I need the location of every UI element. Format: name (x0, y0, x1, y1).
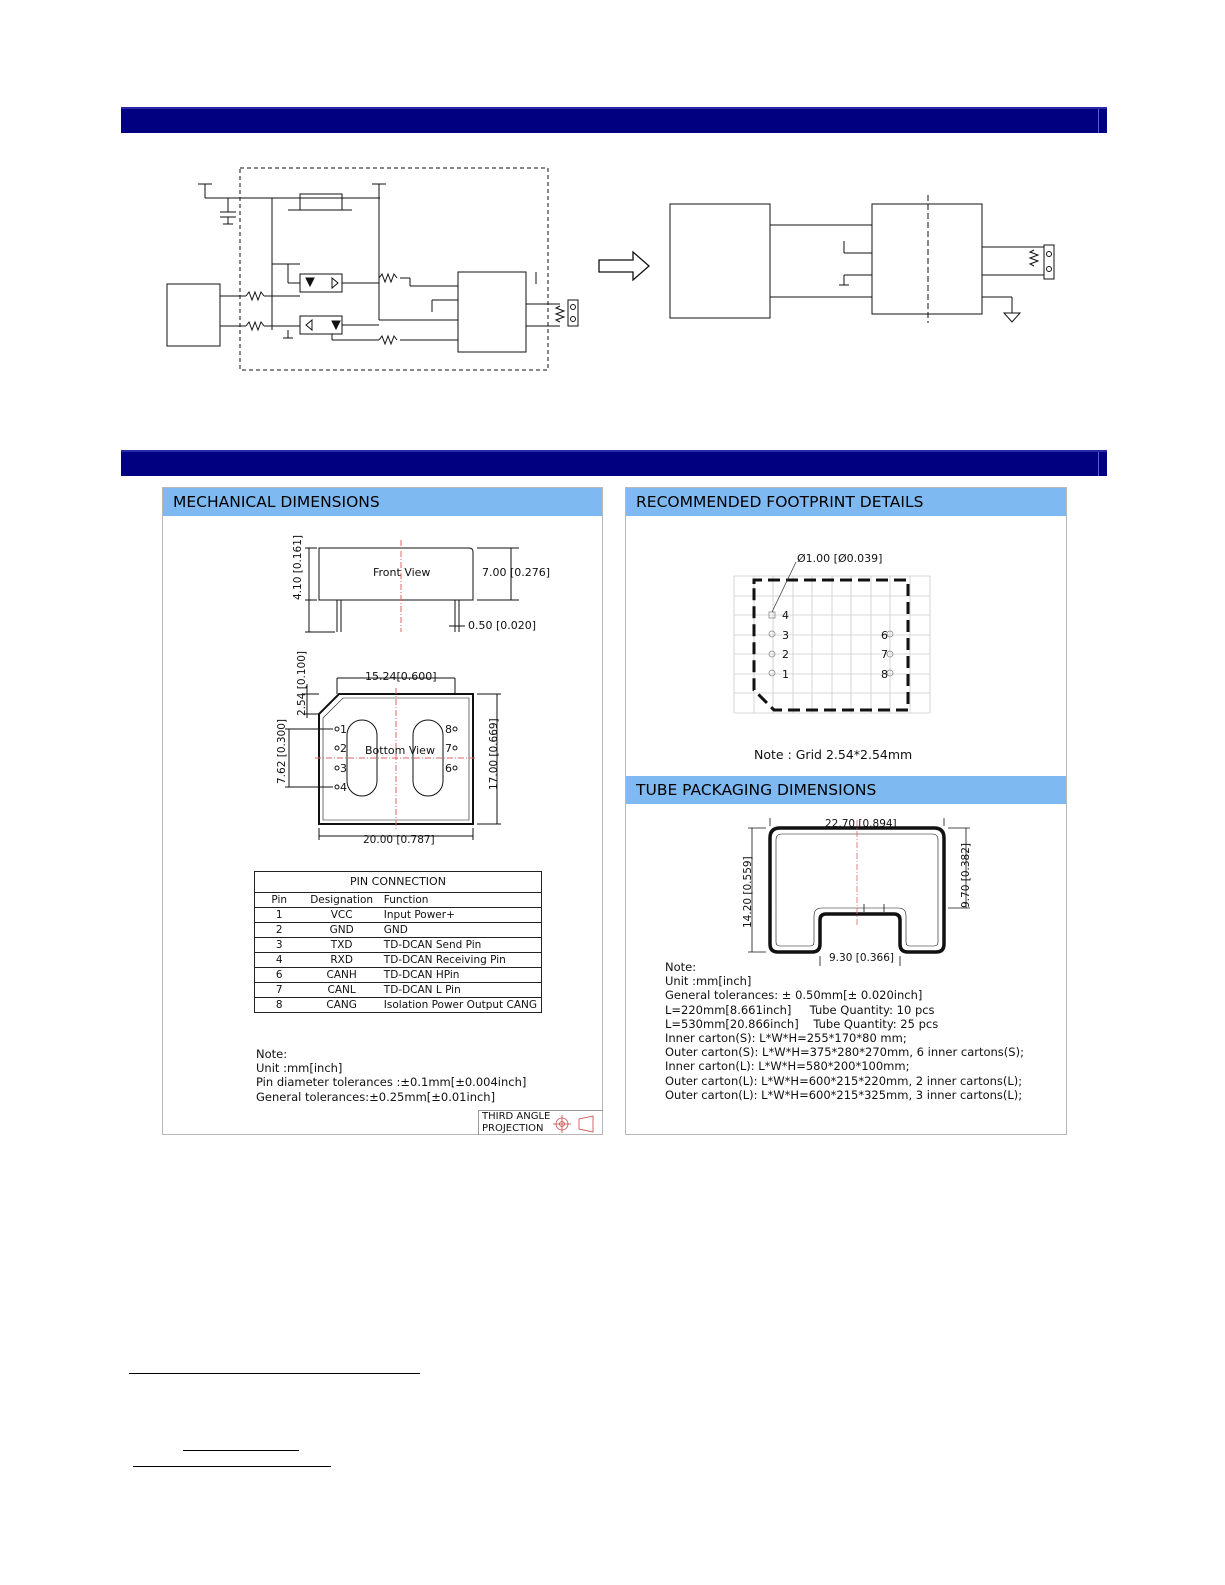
pin-label: 2 (340, 742, 347, 755)
hole-diameter-label: Ø1.00 [Ø0.039] (797, 552, 883, 565)
section-band-dimensions (121, 450, 1107, 476)
table-row (255, 953, 541, 968)
cell-pin: 4 (255, 953, 303, 968)
cell-function: GND (380, 923, 541, 938)
bottom-view-label: Bottom View (365, 744, 435, 757)
pin-label: 7 (881, 648, 888, 661)
dim-height-right: 7.00 [0.276] (482, 566, 551, 579)
note-line: Unit :mm[inch] (256, 1061, 343, 1076)
application-circuit-diagram (160, 160, 590, 380)
note-line: General tolerances:±0.25mm[±0.01inch] (256, 1089, 496, 1104)
note-line: Unit :mm[inch] (665, 974, 752, 989)
pin-label: 3 (340, 762, 347, 775)
tube-profile-drawing (738, 816, 968, 966)
projection-line: THIRD ANGLE (482, 1111, 551, 1122)
note-line: Outer carton(S): L*W*H=375*280*270mm, 6 inner cartons(S); (665, 1045, 1024, 1060)
footer-rule (183, 1450, 299, 1451)
pin-label: 4 (782, 609, 789, 622)
cell-function: TD-DCAN Receiving Pin (380, 953, 541, 968)
table-header-row (255, 893, 541, 908)
pin-label: 7 (445, 742, 452, 755)
cell-pin: 6 (255, 968, 303, 983)
table-row (255, 908, 541, 923)
footprint-title: RECOMMENDED FOOTPRINT DETAILS (626, 488, 1066, 516)
footprint-panel (625, 487, 1067, 1135)
cell-designation: RXD (303, 953, 379, 968)
pin-label: 1 (340, 723, 347, 736)
tube-notes (665, 960, 1024, 1102)
pin-connection-table (254, 871, 542, 1013)
dim-pitch-top: 2.54 [0.100] (296, 651, 308, 716)
third-angle-projection-box (478, 1110, 603, 1135)
note-line: L=530mm[20.866inch] Tube Quantity: 25 pcs (665, 1016, 939, 1031)
cell-pin: 7 (255, 983, 303, 998)
cell-function: TD-DCAN L Pin (380, 983, 541, 998)
tube-packaging-title: TUBE PACKAGING DIMENSIONS (626, 776, 1066, 804)
note-line: General tolerances: ± 0.50mm[± 0.020inch] (665, 988, 923, 1003)
cell-designation: VCC (303, 908, 379, 923)
cell-pin: 3 (255, 938, 303, 953)
col-pin: Pin (255, 893, 303, 908)
pin-label: 8 (881, 668, 888, 681)
dim-depth: 17.00 [0.669] (488, 718, 500, 790)
dim-tube-width: 22.70 [0.894] (825, 818, 897, 830)
footer-rule (133, 1466, 331, 1467)
dim-height-left: 4.10 [0.161] (292, 535, 304, 600)
mechanical-dimensions-panel (162, 487, 603, 1135)
dim-row-span: 15.24[0.600] (365, 670, 437, 683)
dim-width: 20.00 [0.787] (363, 834, 435, 846)
cell-function: TD-DCAN HPin (380, 968, 541, 983)
table-row (255, 923, 541, 938)
pin-label: 6 (881, 629, 888, 642)
col-function: Function (380, 893, 541, 908)
pin-label: 6 (445, 762, 452, 775)
note-line: Inner carton(S): L*W*H=255*170*80 mm; (665, 1031, 907, 1046)
cell-designation: CANL (303, 983, 379, 998)
mechanical-notes (256, 1047, 526, 1104)
pin-label: 2 (782, 648, 789, 661)
front-view-label: Front View (373, 566, 431, 579)
cell-function: Input Power+ (380, 908, 541, 923)
pin-label: 3 (782, 629, 789, 642)
cell-designation: GND (303, 923, 379, 938)
dim-tube-height: 14.20 [0.559] (742, 856, 754, 928)
projection-symbol-icon (553, 1115, 601, 1133)
cell-pin: 2 (255, 923, 303, 938)
pin-label: 1 (782, 668, 789, 681)
cell-designation: CANH (303, 968, 379, 983)
footprint-grid-drawing (734, 562, 934, 722)
pin-label: 8 (445, 723, 452, 736)
note-line: Outer carton(L): L*W*H=600*215*325mm, 3 inner cartons(L); (665, 1087, 1023, 1102)
pin-label: 4 (340, 781, 347, 794)
note-line: Note: (256, 1047, 288, 1061)
footprint-note: Note : Grid 2.54*2.54mm (754, 747, 913, 762)
dim-pin-diameter: 0.50 [0.020] (468, 619, 537, 632)
pin-table-caption: PIN CONNECTION (255, 872, 541, 893)
note-line: Outer carton(L): L*W*H=600*215*220mm, 2 inner cartons(L); (665, 1073, 1023, 1088)
cell-function: TD-DCAN Send Pin (380, 938, 541, 953)
cell-function: Isolation Power Output CANG (383, 999, 537, 1011)
footer-rule (129, 1373, 420, 1374)
simplified-circuit-diagram (666, 195, 1066, 335)
dim-pin-group: 7.62 [0.300] (276, 719, 288, 784)
note-line: Inner carton(L): L*W*H=580*200*100mm; (665, 1059, 910, 1074)
note-line: Note: (665, 960, 697, 974)
col-designation: Designation (303, 893, 379, 908)
cell-pin: 8 (275, 999, 283, 1011)
table-row (255, 998, 541, 1013)
dim-tube-slot: 9.30 [0.366] (829, 952, 894, 964)
cell-pin: 1 (255, 908, 303, 923)
cell-designation: CANG (326, 999, 357, 1011)
table-row (255, 983, 541, 998)
cell-designation: TXD (303, 938, 379, 953)
note-line: Pin diameter tolerances :±0.1mm[±0.004inch] (256, 1075, 527, 1090)
right-arrow-icon (597, 250, 653, 282)
mechanical-dimensions-title: MECHANICAL DIMENSIONS (163, 488, 602, 516)
table-row (255, 968, 541, 983)
dim-tube-inner-height: 9.70 [0.382] (960, 843, 972, 908)
projection-line: PROJECTION (482, 1123, 544, 1134)
table-row (255, 938, 541, 953)
note-line: L=220mm[8.661inch] Tube Quantity: 10 pcs (665, 1002, 935, 1017)
section-band-application (121, 107, 1107, 133)
